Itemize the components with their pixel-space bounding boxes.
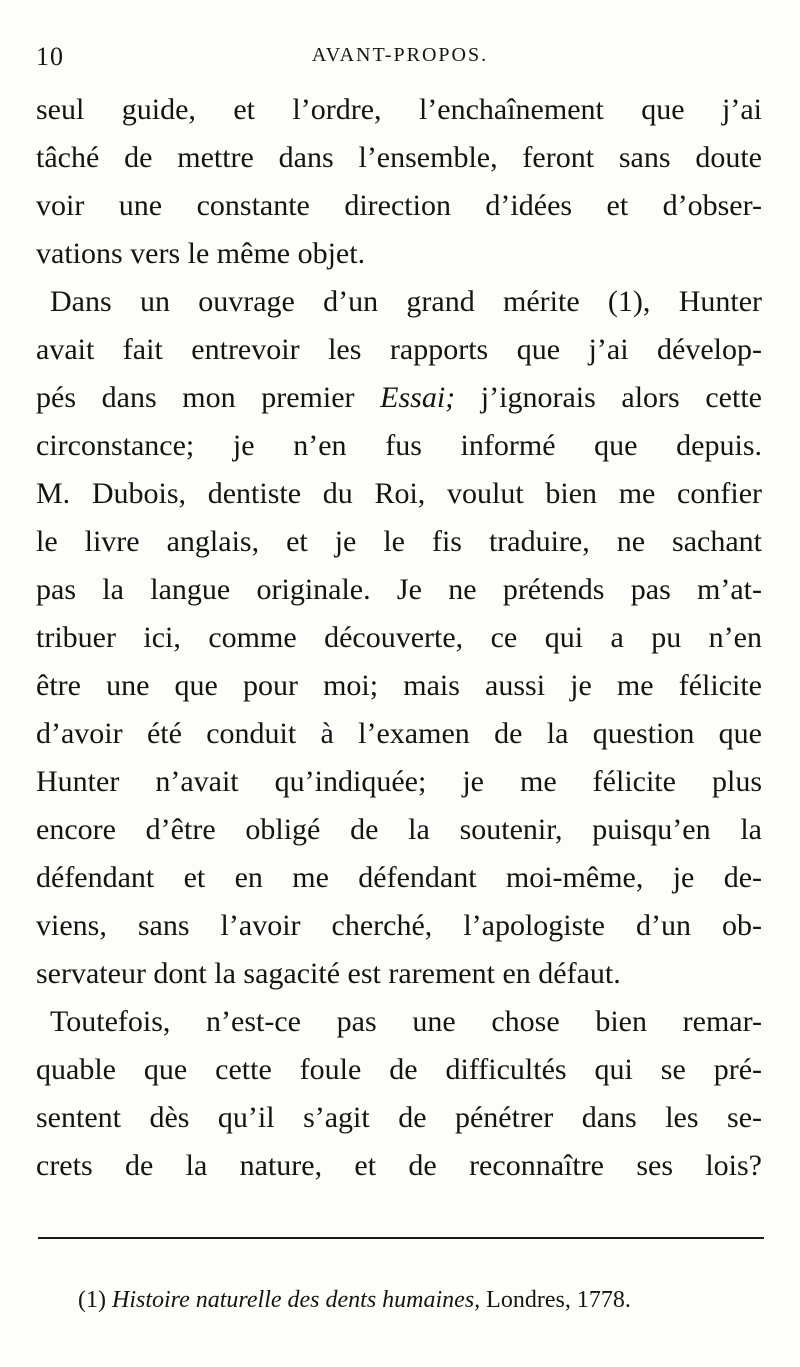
text-line: crets de la nature, et de reconnaître ses lois?: [36, 1149, 762, 1182]
paragraph-start-line: Toutefois, n’est-ce pas une chose bien remar-: [50, 1005, 762, 1038]
text-line: vations vers le même objet.: [36, 237, 366, 270]
text-line: le livre anglais, et je le fis traduire, ne sachant: [36, 525, 762, 558]
text-line: Hunter n’avait qu’indiquée; je me félicite plus: [36, 765, 762, 798]
running-head: [32, 42, 768, 78]
text-fragment: pés dans mon premier: [36, 381, 381, 414]
text-line: circonstance; je n’en fus informé que depuis.: [36, 429, 762, 462]
text-line: seul guide, et l’ordre, l’enchaînement que j’ai: [36, 93, 762, 126]
text-line: sentent dès qu’il s’agit de pénétrer dans les se-: [36, 1101, 762, 1134]
text-line: encore d’être obligé de la soutenir, puisqu’en la: [36, 813, 762, 846]
text-line: servateur dont la sagacité est rarement en défaut.: [36, 957, 621, 990]
italic-title: Essai;: [380, 381, 456, 414]
text-line: avait fait entrevoir les rapports que j’ai dévelop-: [36, 333, 762, 366]
text-line: d’avoir été conduit à l’examen de la question que: [36, 717, 762, 750]
text-line: [36, 374, 762, 422]
text-line: défendant et en me défendant moi-même, je de-: [36, 861, 762, 894]
text-line: pas la langue originale. Je ne prétends pas m’at-: [36, 573, 762, 606]
text-fragment: j’ignorais alors cette: [455, 381, 762, 414]
body-text: [36, 86, 762, 1190]
paragraph-start-line: Dans un ouvrage d’un grand mérite (1), Hunter: [50, 285, 762, 318]
text-line: tribuer ici, comme découverte, ce qui a pu n’en: [36, 621, 762, 654]
footnote-rest: Londres, 1778.: [480, 1287, 631, 1313]
footnote-rule: [38, 1237, 764, 1239]
text-line: M. Dubois, dentiste du Roi, voulut bien me confier: [36, 477, 762, 510]
footnote: [78, 1284, 764, 1316]
text-line: quable que cette foule de difficultés qui se pré-: [36, 1053, 762, 1086]
text-line: être une que pour moi; mais aussi je me félicite: [36, 669, 762, 702]
footnote-marker: (1): [78, 1287, 112, 1313]
text-line: tâché de mettre dans l’ensemble, feront sans doute: [36, 141, 762, 174]
running-title: AVANT-PROPOS.: [311, 44, 489, 66]
footnote-title: Histoire naturelle des dents humaines,: [111, 1287, 481, 1313]
text-line: voir une constante direction d’idées et d’obser-: [36, 189, 762, 222]
page-number: 10: [36, 42, 64, 71]
text-line: viens, sans l’avoir cherché, l’apologiste d’un ob-: [36, 909, 762, 942]
